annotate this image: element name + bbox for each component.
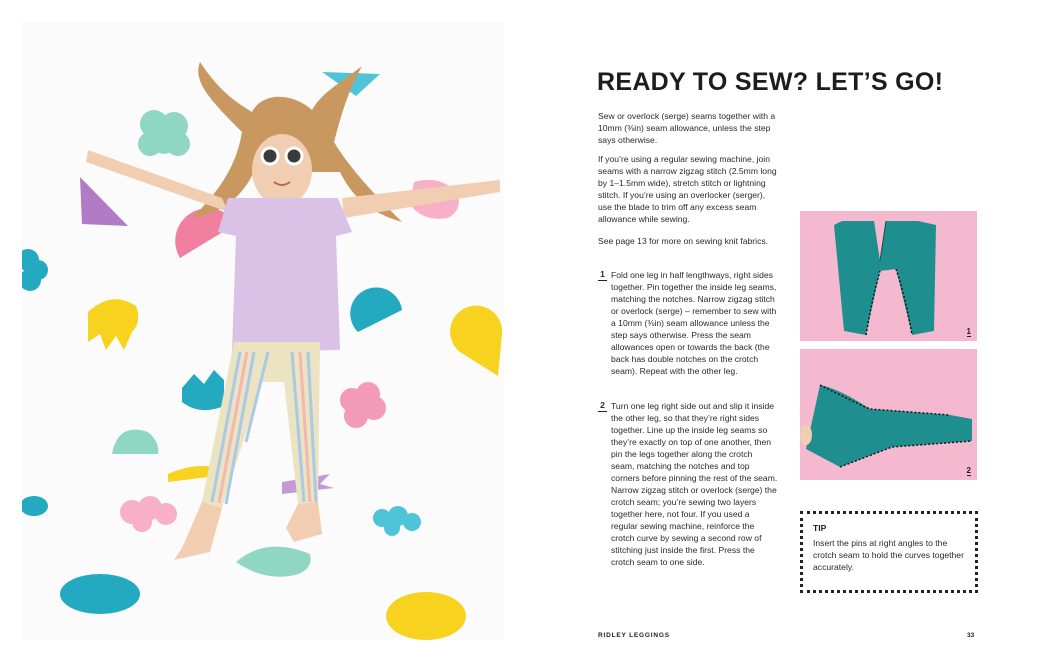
step-photo-label: 1 <box>966 327 971 336</box>
step-text: Turn one leg right side out and slip it inside the other leg, so that they’re right sides together. Line up the inside leg seams so they’re exactly on top of one another, then pin the legs together along the crotch seam, matching the notches and top corners before pinning the rest of the seam. Narrow zigzag stitch or overlock (serge) the crotch seam; you’re sewing two layers together here, not four. If you used a regular sewing machine, reinforce the crotch curve by sewing a second row of stitching just inside the first. Press the crotch seam to one side. <box>611 401 778 567</box>
step-number: 2 <box>598 400 607 412</box>
intro-paragraph-3: See page 13 for more on sewing knit fabrics. <box>598 236 769 246</box>
step-2 <box>598 400 778 568</box>
footer-book-title: RIDLEY LEGGINGS <box>598 632 670 639</box>
step-text: Fold one leg in half lengthways, right sides together. Pin together the inside leg seams, matching the notches. Narrow zigzag stitch or overlock (serge) – remember to sew with a 10mm (⅜in) seam allowance unless the step says otherwise. Press the seam allowances open or towards the back (the back has double notches on the crotch seam). Repeat with the other leg. <box>611 270 777 376</box>
tip-box <box>800 511 978 593</box>
step-number: 1 <box>598 269 607 281</box>
leggings-fabric-illustration <box>800 349 977 480</box>
step-1-photo <box>800 211 977 341</box>
step-photo-label: 2 <box>966 466 971 475</box>
child-with-shapes-illustration <box>22 22 504 640</box>
intro-paragraph-1: Sew or overlock (serge) seams together with a 10mm (⅜in) seam allowance, unless the step says otherwise. <box>598 111 776 145</box>
intro-paragraph-2: If you’re using a regular sewing machine, join seams with a narrow zigzag stitch (2.5mm long by 1–1.5mm wide), stretch stitch or lightning stitch. If you’re using an overlocker (serger), use the blade to trim off any excess seam allowance while sewing. <box>598 154 777 224</box>
tip-title: TIP <box>813 523 827 533</box>
hero-photo <box>22 22 504 640</box>
step-1 <box>598 269 778 377</box>
tip-text: Insert the pins at right angles to the crotch seam to hold the curves together accurately. <box>813 538 964 572</box>
page-number: 33 <box>967 632 975 639</box>
page-heading: READY TO SEW? LET’S GO! <box>597 68 944 96</box>
leggings-fabric-illustration <box>800 211 977 341</box>
step-2-photo <box>800 349 977 480</box>
